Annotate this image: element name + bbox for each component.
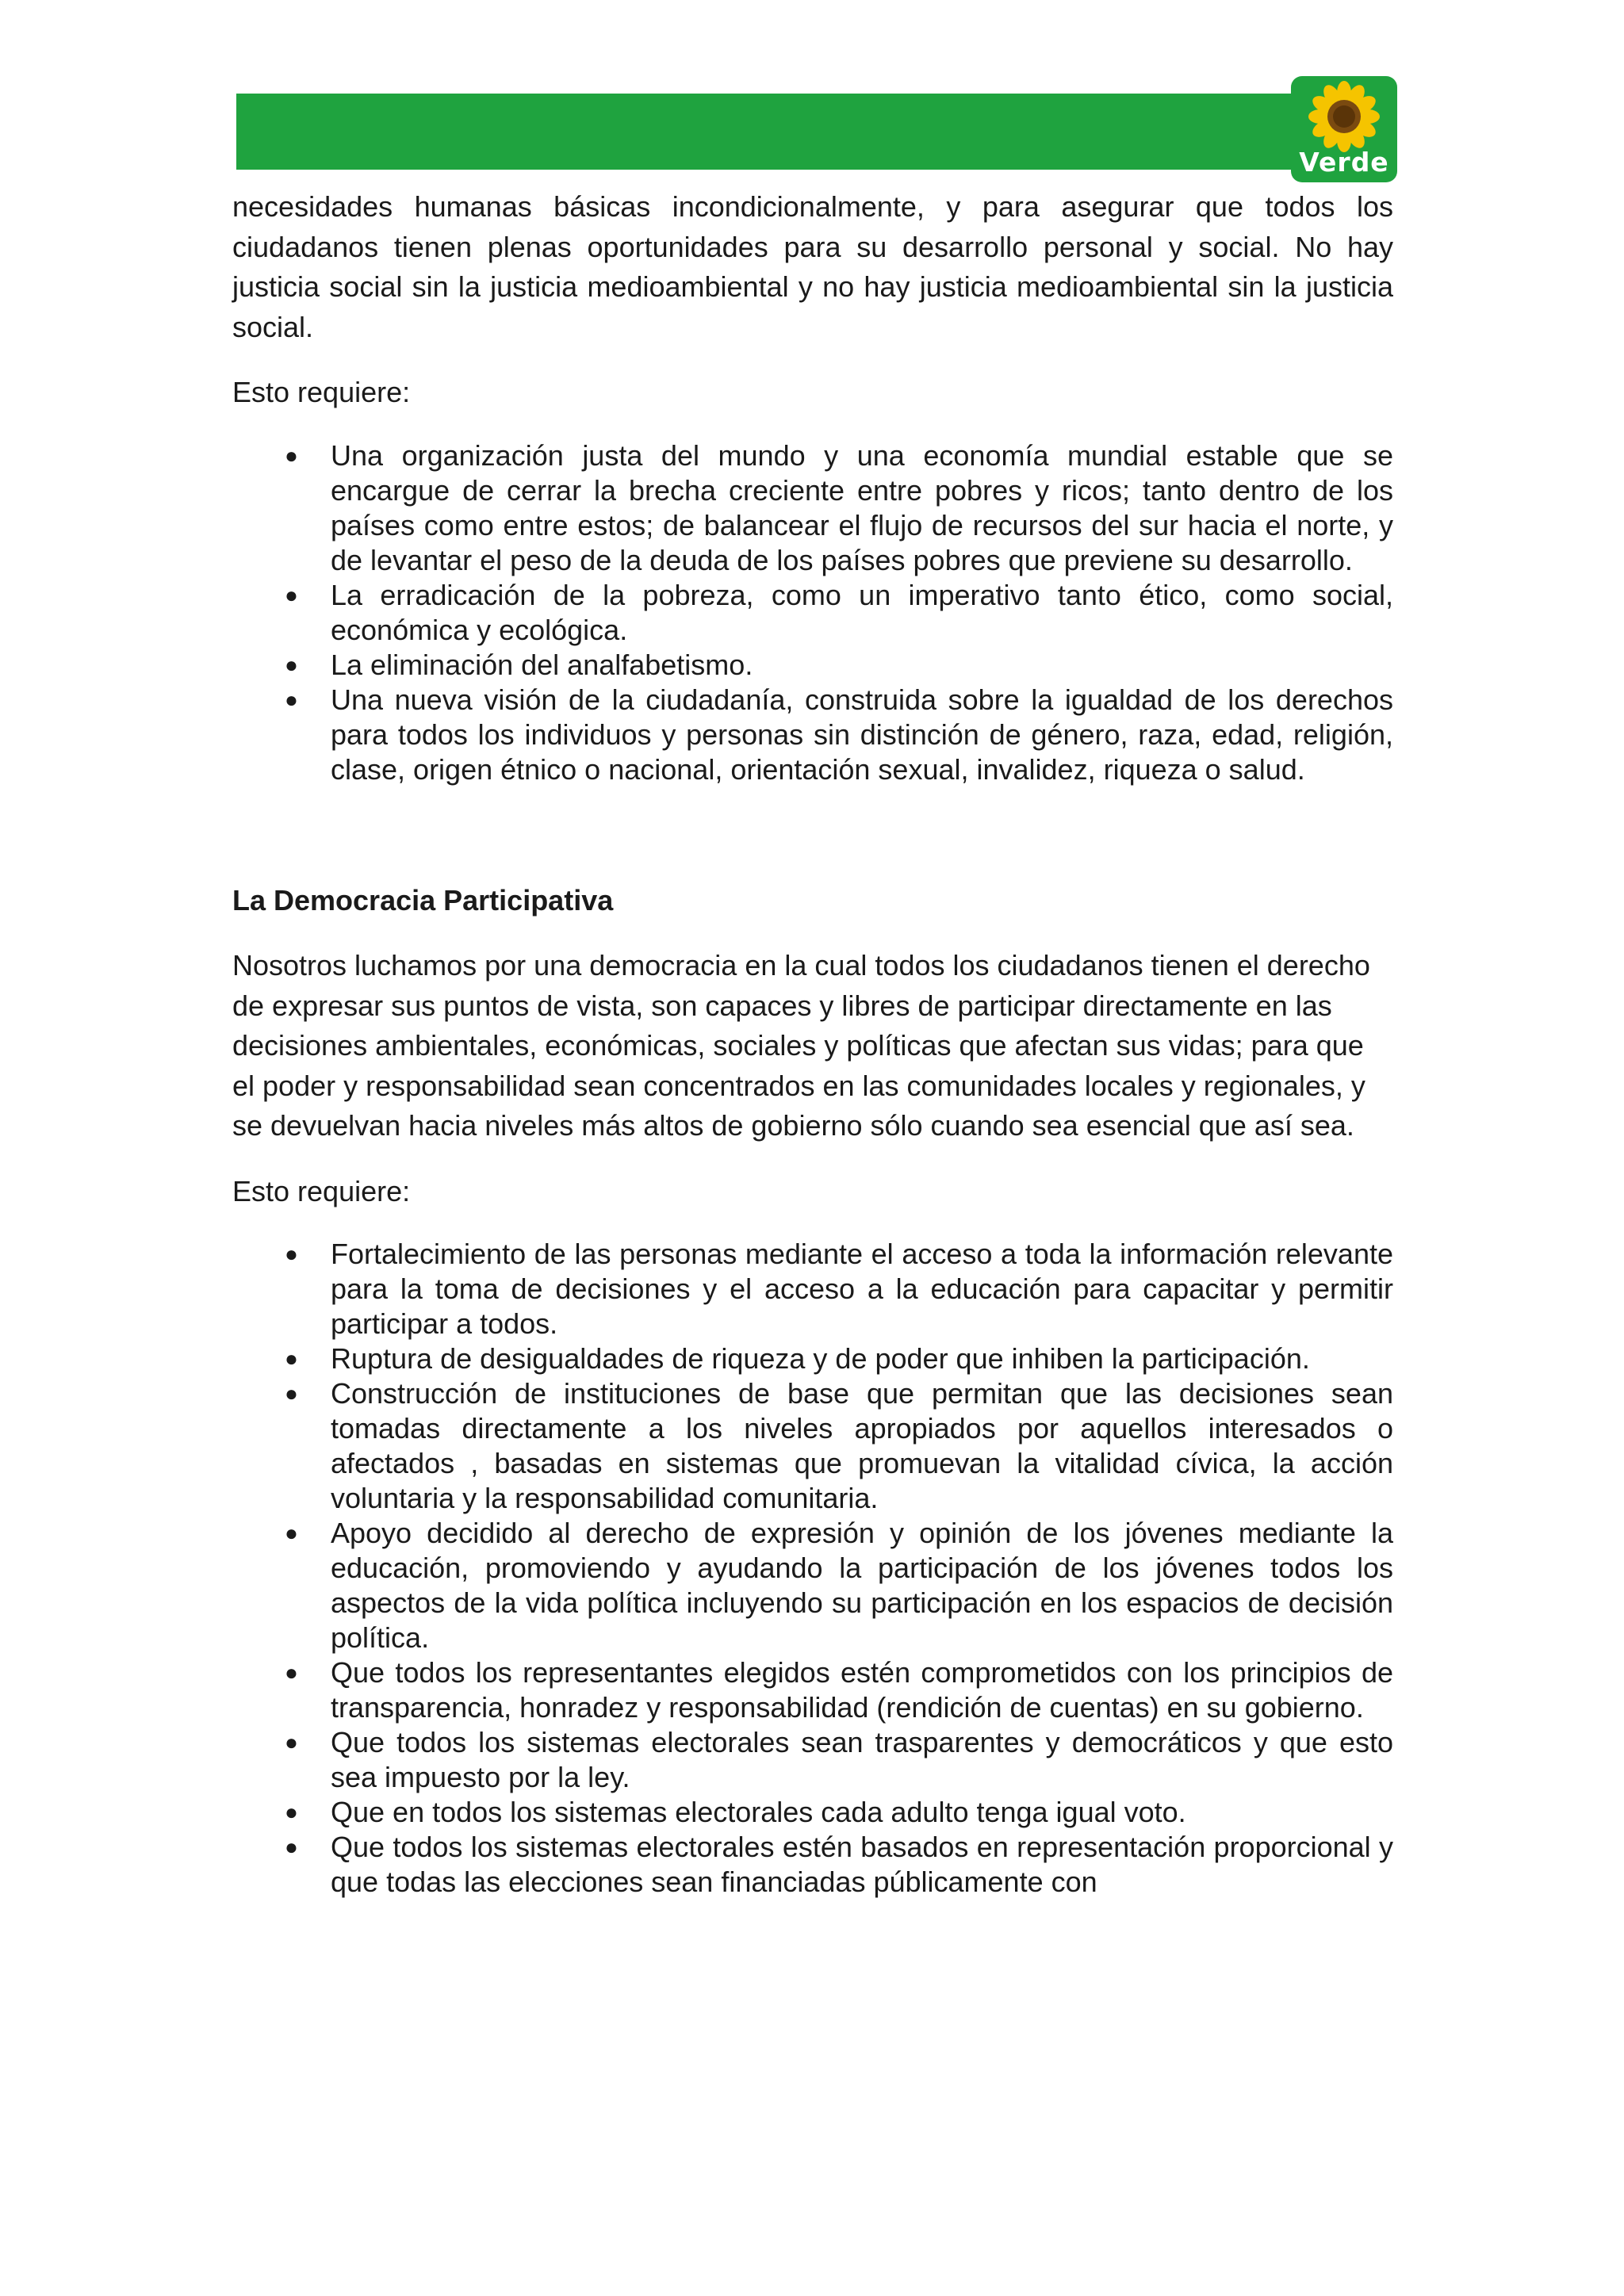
list-item: ● Una nueva visión de la ciudadanía, construida sobre la igualdad de los derechos para todos los individuos y personas sin distinción de género, raza, edad, religión, clase, origen étnico o nacional, orientación sexual, invalidez, riqueza o salud. <box>285 683 1393 786</box>
bullet-icon: ● <box>285 1242 298 1266</box>
bullet-icon: ● <box>285 1730 298 1755</box>
bullet-icon: ● <box>285 1521 298 1545</box>
list-item: ● Que todos los representantes elegidos estén comprometidos con los principios de transparencia, honradez y responsabilidad (rendición de cuentas) en su gobierno. <box>285 1656 1393 1724</box>
intro-bullet-list <box>232 438 1393 787</box>
logo-text: Verde <box>1299 147 1389 178</box>
democracia-paragraph: Nosotros luchamos por una democracia en la cual todos los ciudadanos tienen el derecho de expresar sus puntos de vista, son capaces y libres de participar directamente en las decisiones ambientales, económicas, sociales y políticas que afectan sus vidas; para que el poder y responsabilidad sean concentrados en las comunidades locales y regionales, y se devuelvan hacia niveles más altos de gobierno sólo cuando sea esencial que así sea. <box>232 949 1370 1142</box>
bullet-icon: ● <box>285 442 298 468</box>
intro-paragraph: necesidades humanas básicas incondicionalmente, y para asegurar que todos los ciudadanos tienen plenas oportunidades para su desarrollo personal y social. No hay justicia social sin la justicia medioambiental y no hay justicia medioambiental sin la justicia social. <box>232 190 1393 343</box>
list-item: ● Ruptura de desigualdades de riqueza y de poder que inhiben la participación. <box>285 1342 1310 1375</box>
bullet-icon: ● <box>285 1660 298 1685</box>
list-item: ● La erradicación de la pobreza, como un imperativo tanto ético, como social, económica y ecológica. <box>285 578 1393 646</box>
verde-logo <box>1291 76 1397 182</box>
bullet-icon: ● <box>285 1835 298 1859</box>
list-item: ● Que en todos los sistemas electorales cada adulto tenga igual voto. <box>285 1796 1186 1828</box>
bullet-icon: ● <box>285 652 298 677</box>
list-item: ● Apoyo decidido al derecho de expresión y opinión de los jóvenes mediante la educación, promoviendo y ayudando la participación de los jóvenes todos los aspectos de la vida política incluyendo su participación en los espacios de decisión política. <box>285 1517 1393 1654</box>
sunflower-icon <box>1302 81 1386 152</box>
list-item: ● Fortalecimiento de las personas mediante el acceso a toda la información relevante para la toma de decisiones y el acceso a la educación para capacitar y permitir participar a todos. <box>285 1238 1393 1340</box>
bullet-icon: ● <box>285 1381 298 1406</box>
requires-label: Esto requiere: <box>232 1174 411 1207</box>
document-body <box>232 187 1393 1900</box>
list-item: ● Una organización justa del mundo y una economía mundial estable que se encargue de cerrar la brecha creciente entre pobres y ricos; tanto dentro de los países como entre estos; de balancear el flujo de recursos del sur hacia el norte, y de levantar el peso de la deuda de los países pobres que previene su desarrollo. <box>285 438 1393 576</box>
requires-label: Esto requiere: <box>232 376 411 408</box>
list-item: ● Que todos los sistemas electorales sean trasparentes y democráticos y que esto sea impuesto por la ley. <box>285 1726 1393 1793</box>
section-heading: La Democracia Participativa <box>232 883 614 916</box>
bullet-icon: ● <box>285 582 298 607</box>
list-item: ● Que todos los sistemas electorales estén basados en representación proporcional y que todas las elecciones sean financiadas públicamente con <box>285 1831 1393 1898</box>
democracia-bullet-list <box>232 1237 1393 1900</box>
header-band <box>236 94 1394 170</box>
list-item: ● Construcción de instituciones de base que permitan que las decisiones sean tomadas directamente a los niveles apropiados por aquellos interesados o afectados , basadas en sistemas que promuevan la vitalidad cívica, la acción voluntaria y la responsabilidad comunitaria. <box>285 1377 1393 1514</box>
list-item: ● La eliminación del analfabetismo. <box>285 648 753 681</box>
bullet-icon: ● <box>285 1346 298 1371</box>
bullet-icon: ● <box>285 1800 298 1824</box>
bullet-icon: ● <box>285 687 298 712</box>
